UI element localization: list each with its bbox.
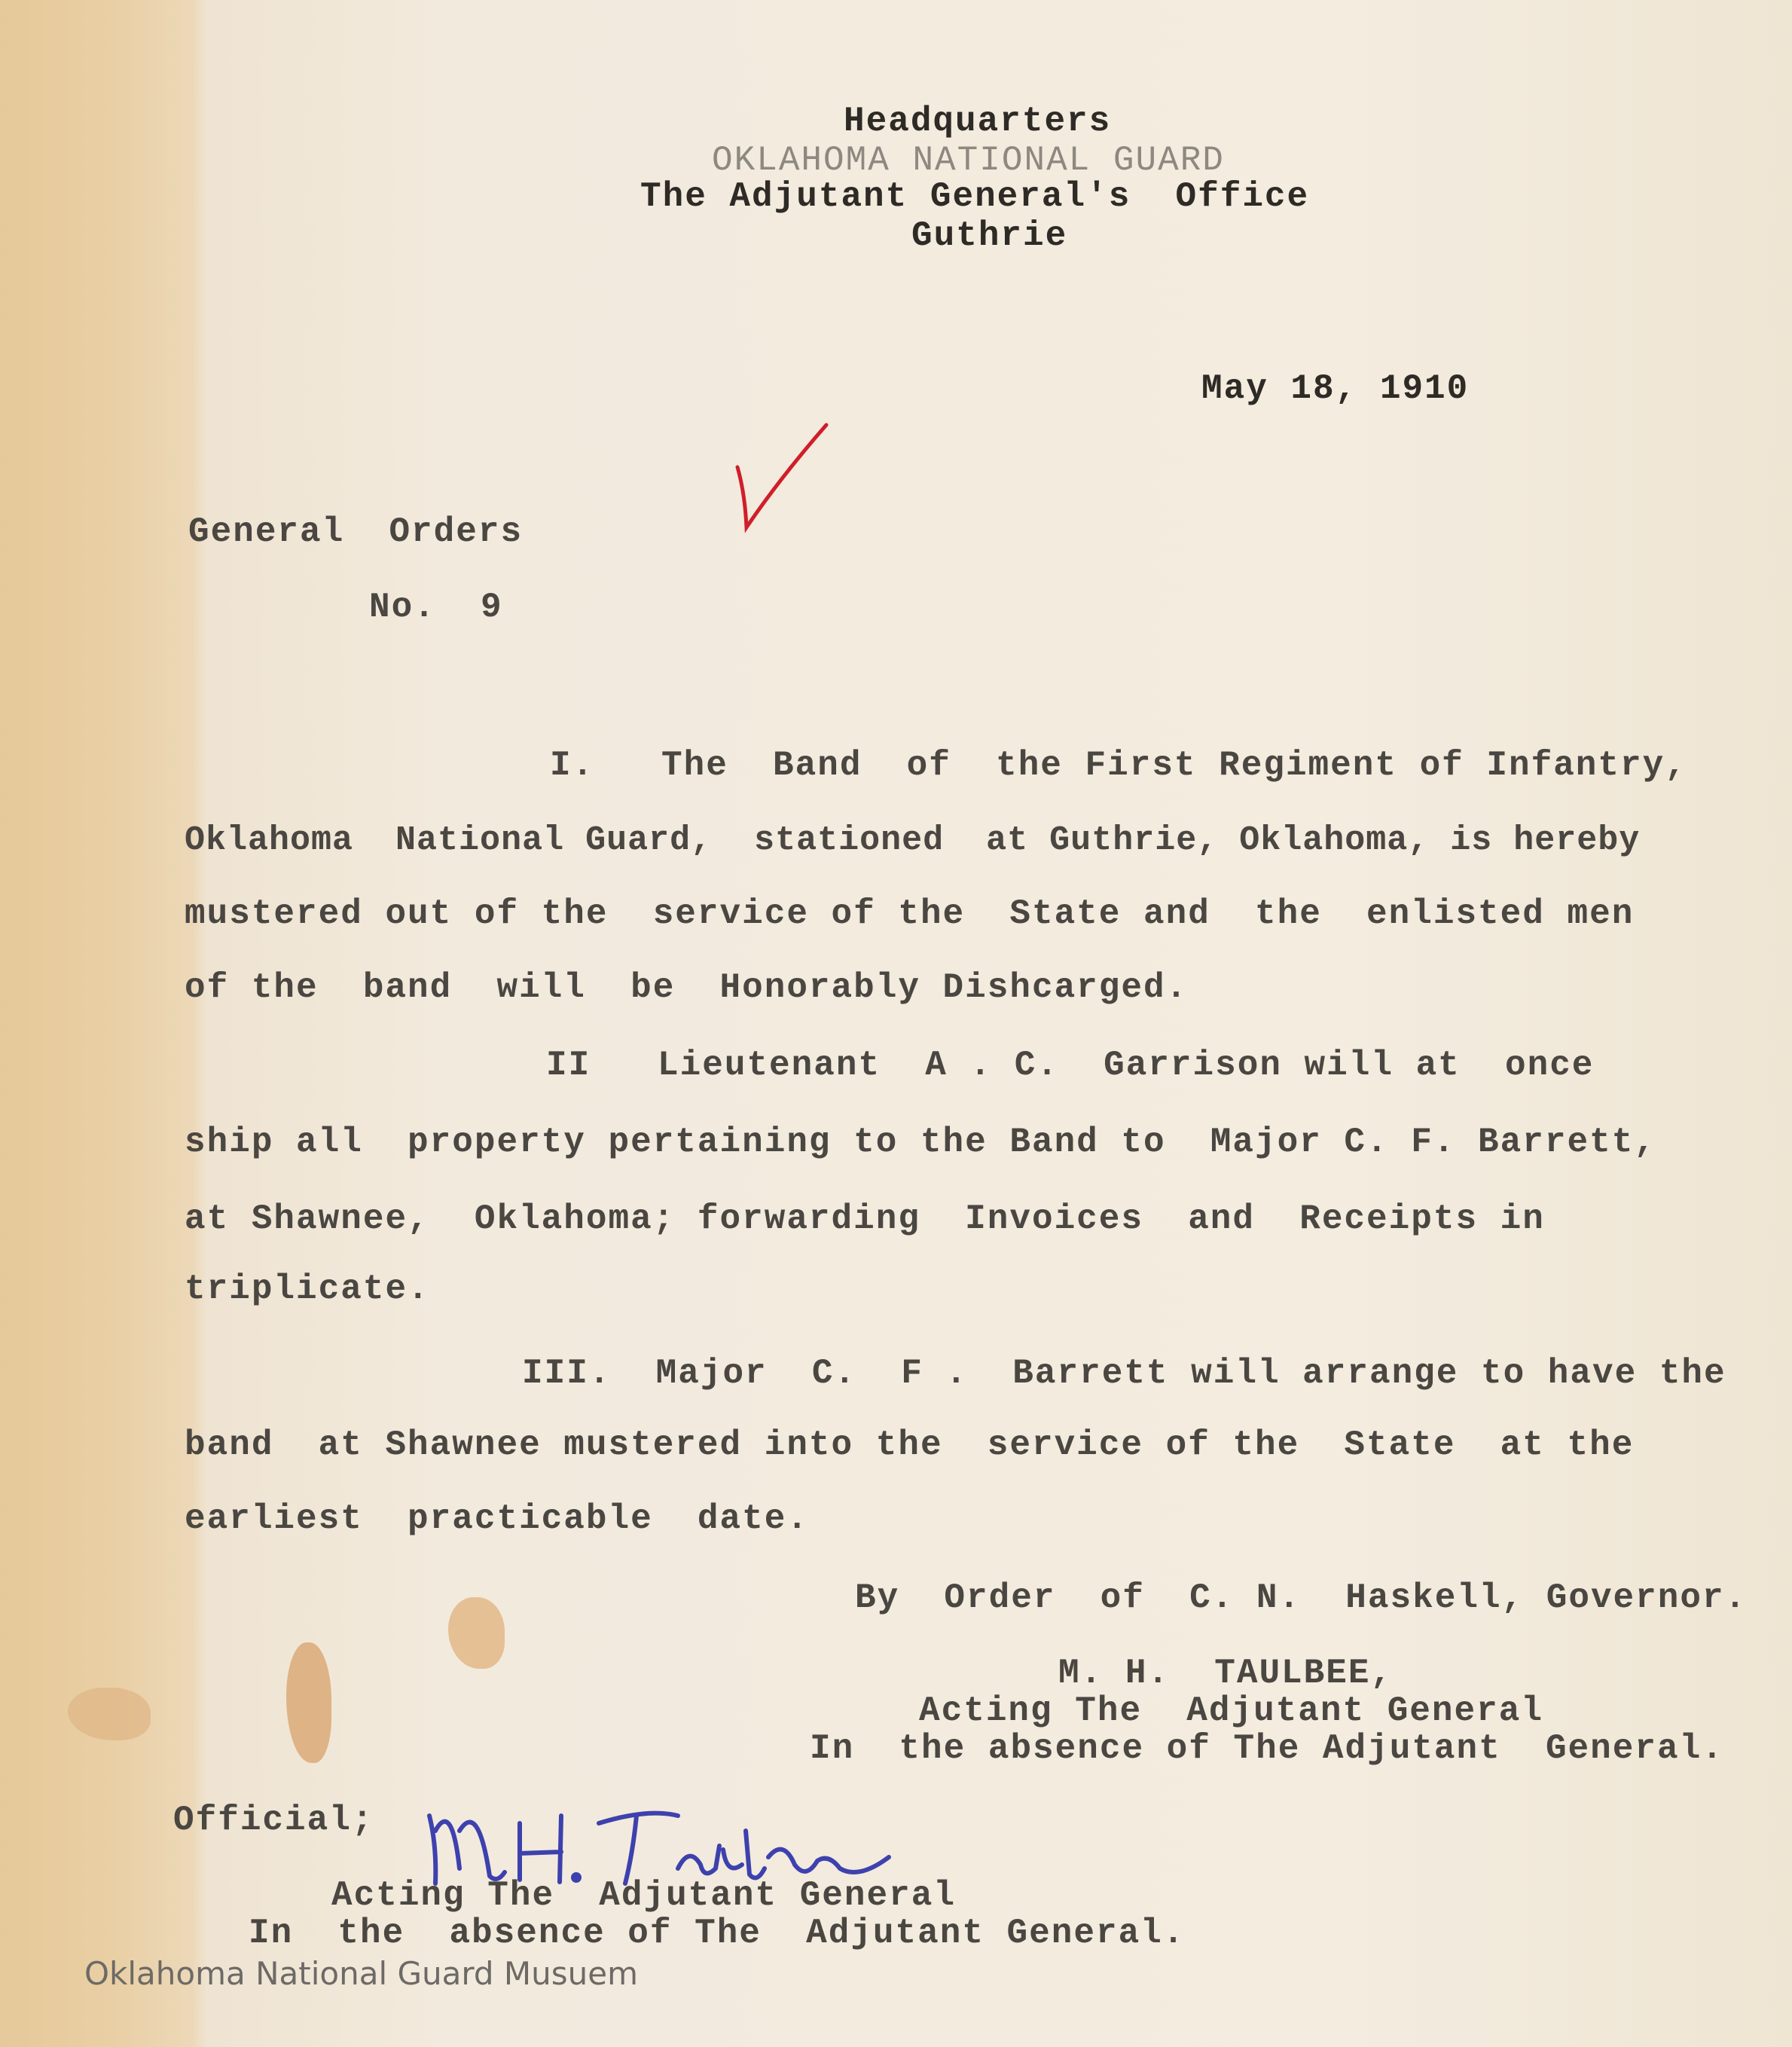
signer-name: M. H. TAULBEE, [1058,1654,1394,1693]
museum-watermark: Oklahoma National Guard Musuem [84,1955,639,1992]
stain [448,1597,505,1669]
header-city: Guthrie [911,216,1068,255]
header-headquarters: Headquarters [844,102,1112,141]
document-date: May 18, 1910 [1201,369,1470,408]
paragraph-2-line: ship all property pertaining to the Band to Major C. F. Barrett, [185,1123,1656,1162]
by-order-line: By Order of C. N. Haskell, Governor. [855,1578,1748,1618]
check-mark-icon [734,422,832,535]
paragraph-2-line: triplicate. [185,1269,430,1309]
paragraph-1-line: Oklahoma National Guard, stationed at Guthrie, Oklahoma, is hereby [185,821,1641,860]
header-organization: OKLAHOMA NATIONAL GUARD [712,141,1225,180]
orders-number: No. 9 [369,588,503,627]
paragraph-3-line: band at Shawnee mustered into the service of the State at the [185,1425,1635,1465]
paragraph-2-line: II Lieutenant A . C. Garrison will at once [546,1046,1595,1085]
official-label: Official; [173,1801,374,1840]
official-title-absence: In the absence of The Adjutant General. [249,1914,1186,1953]
stain [68,1688,151,1740]
paragraph-3-line: earliest practicable date. [185,1499,809,1538]
official-title: Acting The Adjutant General [331,1876,956,1915]
signer-title-absence: In the absence of The Adjutant General. [810,1729,1724,1768]
stain [286,1642,331,1763]
paragraph-2-line: at Shawnee, Oklahoma; forwarding Invoices and Receipts in [185,1199,1545,1239]
paragraph-1-line: I. The Band of the First Regiment of Infantry, [550,746,1687,785]
header-office: The Adjutant General's Office [640,177,1310,216]
orders-title: General Orders [188,512,524,551]
signer-title: Acting The Adjutant General [919,1691,1543,1731]
paragraph-3-line: III. Major C. F . Barrett will arrange to have the [522,1354,1726,1393]
paragraph-1-line: mustered out of the service of the State and the enlisted men [185,894,1635,933]
paragraph-1-line: of the band will be Honorably Dishcarged. [185,968,1189,1007]
